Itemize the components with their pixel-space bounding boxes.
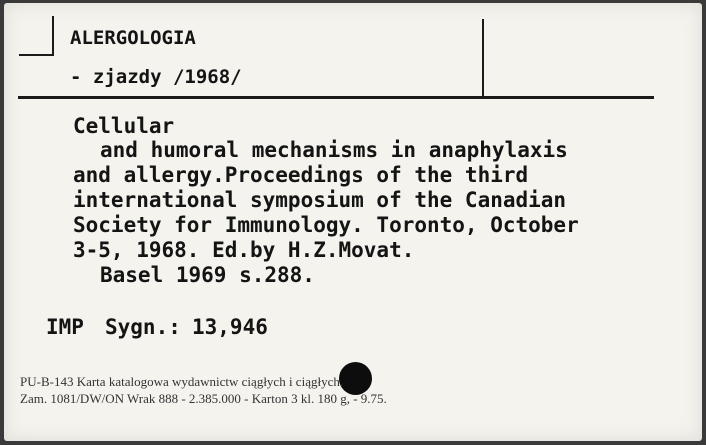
entry-line-1: and humoral mechanisms in anaphylaxis	[100, 138, 568, 162]
entry-title-line: Cellular	[73, 114, 175, 138]
entry-line-5: 3-5, 1968. Ed.by H.Z.Movat.	[73, 238, 415, 262]
corner-rule-vertical	[52, 16, 54, 56]
signature-code: IMP	[46, 315, 84, 339]
signature-number: 13,946	[192, 315, 268, 339]
header-horizontal-rule	[18, 96, 654, 99]
header-vertical-divider	[482, 19, 484, 97]
subject-heading: ALERGOLOGIA	[70, 27, 196, 49]
subject-subheading: - zjazdy /1968/	[70, 66, 242, 88]
footer-line-2: Zam. 1081/DW/ON Wrak 888 - 2.385.000 - Karton 3 kl. 180 g, - 9.75.	[20, 391, 387, 406]
catalog-card	[4, 3, 702, 441]
entry-line-4: Society for Immunology. Toronto, October	[73, 213, 579, 237]
signature-label: Sygn.:	[105, 315, 181, 339]
entry-line-3: international symposium of the Canadian	[73, 188, 567, 212]
corner-rule-horizontal	[19, 54, 53, 56]
entry-line-6: Basel 1969 s.288.	[100, 263, 315, 287]
footer-line-1: PU-B-143 Karta katalogowa wydawnictw ciągłych i ciągłych.	[20, 374, 344, 389]
entry-line-2: and allergy.Proceedings of the third	[73, 163, 529, 187]
